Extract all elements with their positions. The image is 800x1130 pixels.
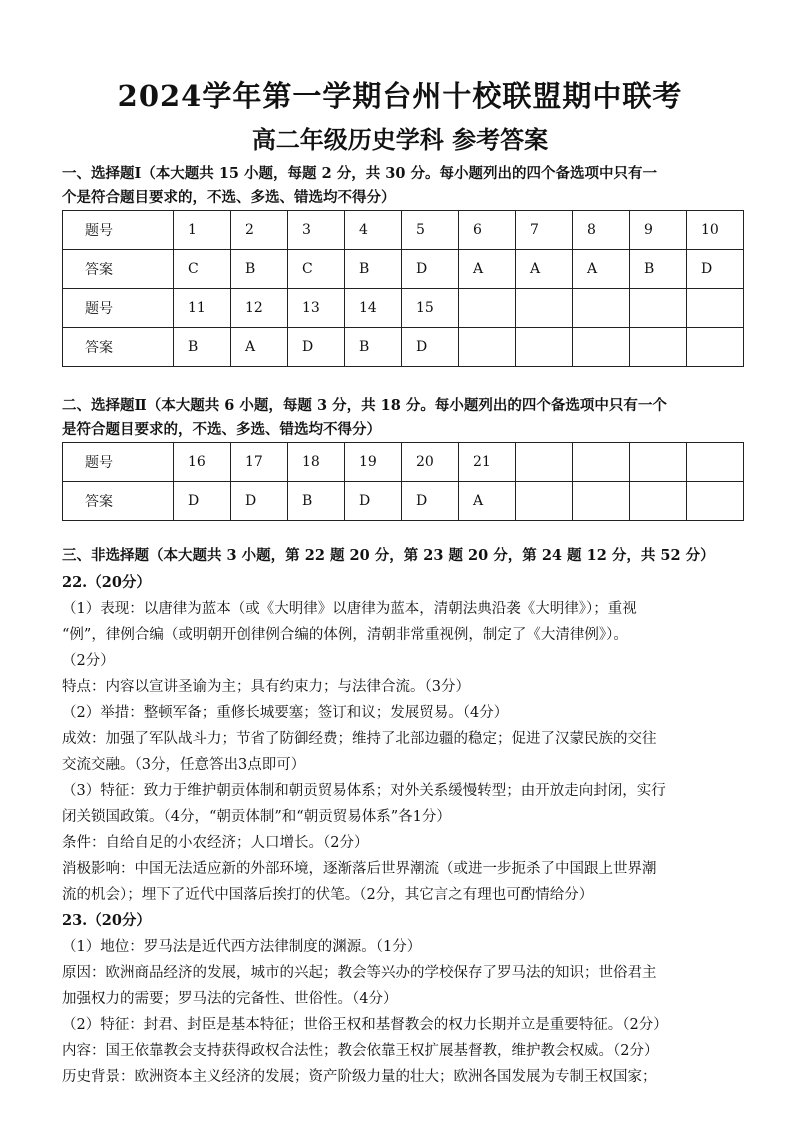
question-number-cell: 16 xyxy=(174,443,231,482)
table-row-numbers xyxy=(63,443,744,482)
answer-cell: B xyxy=(345,250,402,289)
answer-cell: A xyxy=(459,250,516,289)
question-number-cell: 17 xyxy=(231,443,288,482)
question-number-cell xyxy=(516,443,573,482)
answer-line: （1）表现：以唐律为蓝本（或《大明律》以唐律为蓝本，清朝法典沿袭《大明律》）；重视 xyxy=(62,601,637,617)
answer-cell: B xyxy=(630,250,687,289)
section3-body xyxy=(62,570,744,1090)
answer-cell: B xyxy=(174,328,231,367)
table-row-numbers-2 xyxy=(63,289,744,328)
page-title: 2024学年第一学期台州十校联盟期中联考 xyxy=(117,79,683,113)
answer-cell: D xyxy=(231,482,288,521)
answer-line: （2分） xyxy=(62,653,115,669)
section1-heading-line1: 一、选择题Ⅰ（本大题共 15 小题，每题 2 分，共 30 分。每小题列出的四个备选项中只有一 xyxy=(62,165,658,182)
question-number-cell: 4 xyxy=(345,211,402,250)
question-number-cell: 19 xyxy=(345,443,402,482)
answer-cell xyxy=(687,328,744,367)
question-number-cell: 13 xyxy=(288,289,345,328)
answer-cell: D xyxy=(174,482,231,521)
question-number-cell xyxy=(630,443,687,482)
answer-cell: D xyxy=(402,250,459,289)
answer-cell: B xyxy=(288,482,345,521)
answer-cell xyxy=(630,328,687,367)
answer-line: （2）特征：封君、封臣是基本特征；世俗王权和基督教会的权力长期并立是重要特征。（2分） xyxy=(62,1017,668,1033)
question-23-answers xyxy=(62,934,744,1090)
question-number-cell: 9 xyxy=(630,211,687,250)
section1-heading-line2: 个是符合题目要求的，不选、多选、错选均不得分） xyxy=(62,189,396,206)
answer-line: 加强权力的需要；罗马法的完备性、世俗性。（4分） xyxy=(62,991,398,1007)
answer-cell: C xyxy=(288,250,345,289)
question-number-cell xyxy=(516,289,573,328)
page-subtitle: 高二年级历史学科 参考答案 xyxy=(251,125,549,154)
row-label-answer: 答案 xyxy=(63,328,174,367)
table-row-answers xyxy=(63,482,744,521)
answer-line: 闭关锁国政策。（4分，“朝贡体制”和“朝贡贸易体系”各1分） xyxy=(62,809,451,825)
answer-line: 流的机会）；埋下了近代中国落后挨打的伏笔。（2分，其它言之有理也可酌情给分） xyxy=(62,887,594,903)
answer-line: 历史背景：欧洲资本主义经济的发展；资产阶级力量的壮大；欧洲各国发展为专制王权国家； xyxy=(62,1069,657,1085)
answer-cell: B xyxy=(345,328,402,367)
answer-cell: D xyxy=(402,482,459,521)
question-number-cell: 10 xyxy=(687,211,744,250)
answer-line: （3）特征：致力于维护朝贡体制和朝贡贸易体系；对外关系缓慢转型；由开放走向封闭，实行 xyxy=(62,783,666,799)
answer-cell: D xyxy=(402,328,459,367)
question-number-cell: 21 xyxy=(459,443,516,482)
answer-line: （1）地位：罗马法是近代西方法律制度的渊源。（1分） xyxy=(62,939,422,955)
section3-heading: 三、非选择题（本大题共 3 小题，第 22 题 20 分，第 23 题 20 分，第 24 题 12 分，共 52 分） xyxy=(62,547,715,564)
question-number-cell: 7 xyxy=(516,211,573,250)
section2-heading-line1: 二、选择题Ⅱ（本大题共 6 小题，每题 3 分，共 18 分。每小题列出的四个备选项中只有一个 xyxy=(62,397,667,414)
question-number-cell: 20 xyxy=(402,443,459,482)
section2-answer-table xyxy=(62,442,744,521)
question-22-answers xyxy=(62,596,744,908)
section2-heading xyxy=(62,394,742,442)
row-label-question-number: 题号 xyxy=(63,443,174,482)
question-number-cell: 1 xyxy=(174,211,231,250)
question-number-cell: 8 xyxy=(573,211,630,250)
question-number-cell: 11 xyxy=(174,289,231,328)
question-number-cell: 12 xyxy=(231,289,288,328)
row-label-question-number: 题号 xyxy=(63,211,174,250)
section1-answer-table xyxy=(62,210,744,367)
question-number-cell xyxy=(573,289,630,328)
section2-heading-line2: 是符合题目要求的，不选、多选、错选均不得分） xyxy=(62,421,381,438)
question-number-cell: 18 xyxy=(288,443,345,482)
answer-cell: D xyxy=(345,482,402,521)
answer-cell: A xyxy=(459,482,516,521)
row-label-question-number: 题号 xyxy=(63,289,174,328)
answer-cell xyxy=(687,482,744,521)
question-22-title: 22.（20分） xyxy=(62,574,151,591)
answer-line: 条件：自给自足的小农经济；人口增长。（2分） xyxy=(62,835,369,851)
question-number-cell: 6 xyxy=(459,211,516,250)
answer-line: 原因：欧洲商品经济的发展，城市的兴起；教会等兴办的学校保存了罗马法的知识；世俗君主 xyxy=(62,965,657,981)
table-row-answers-2 xyxy=(63,328,744,367)
question-number-cell: 14 xyxy=(345,289,402,328)
answer-line: 成效：加强了军队战斗力；节省了防御经费；维持了北部边疆的稳定；促进了汉蒙民族的交往 xyxy=(62,731,657,747)
question-number-cell xyxy=(459,289,516,328)
answer-cell xyxy=(573,482,630,521)
question-number-cell xyxy=(687,289,744,328)
table-row-answers-1 xyxy=(63,250,744,289)
answer-cell: B xyxy=(231,250,288,289)
answer-cell: A xyxy=(516,250,573,289)
answer-line: 交流交融。（3分，任意答出3点即可） xyxy=(62,757,306,773)
answer-cell xyxy=(459,328,516,367)
answer-line: 内容：国王依靠教会支持获得政权合法性；教会依靠王权扩展基督教，维护教会权威。（2分） xyxy=(62,1043,659,1059)
answer-cell: D xyxy=(687,250,744,289)
answer-line: “例”，律例合编（或明朝开创律例合编的体例，清朝非常重视例，制定了《大清律例》）。 xyxy=(62,627,628,643)
row-label-answer: 答案 xyxy=(63,250,174,289)
section1-heading xyxy=(62,162,742,210)
table-row-numbers-1 xyxy=(63,211,744,250)
question-number-cell: 5 xyxy=(402,211,459,250)
answer-line: （2）举措：整顿军备；重修长城要塞；签订和议；发展贸易。（4分） xyxy=(62,705,509,721)
answer-cell xyxy=(516,328,573,367)
question-number-cell xyxy=(573,443,630,482)
answer-cell: A xyxy=(573,250,630,289)
question-number-cell: 3 xyxy=(288,211,345,250)
answer-cell: C xyxy=(174,250,231,289)
answer-line: 特点：内容以宣讲圣谕为主；具有约束力；与法律合流。（3分） xyxy=(62,679,470,695)
answer-line: 消极影响：中国无法适应新的外部环境，逐渐落后世界潮流（或进一步扼杀了中国跟上世界潮 xyxy=(62,861,657,877)
question-23-title: 23.（20分） xyxy=(62,912,151,929)
answer-cell: A xyxy=(231,328,288,367)
row-label-answer: 答案 xyxy=(63,482,174,521)
answer-cell xyxy=(573,328,630,367)
question-number-cell: 15 xyxy=(402,289,459,328)
question-number-cell xyxy=(687,443,744,482)
answer-cell xyxy=(516,482,573,521)
answer-cell xyxy=(630,482,687,521)
question-number-cell: 2 xyxy=(231,211,288,250)
question-number-cell xyxy=(630,289,687,328)
answer-cell: D xyxy=(288,328,345,367)
